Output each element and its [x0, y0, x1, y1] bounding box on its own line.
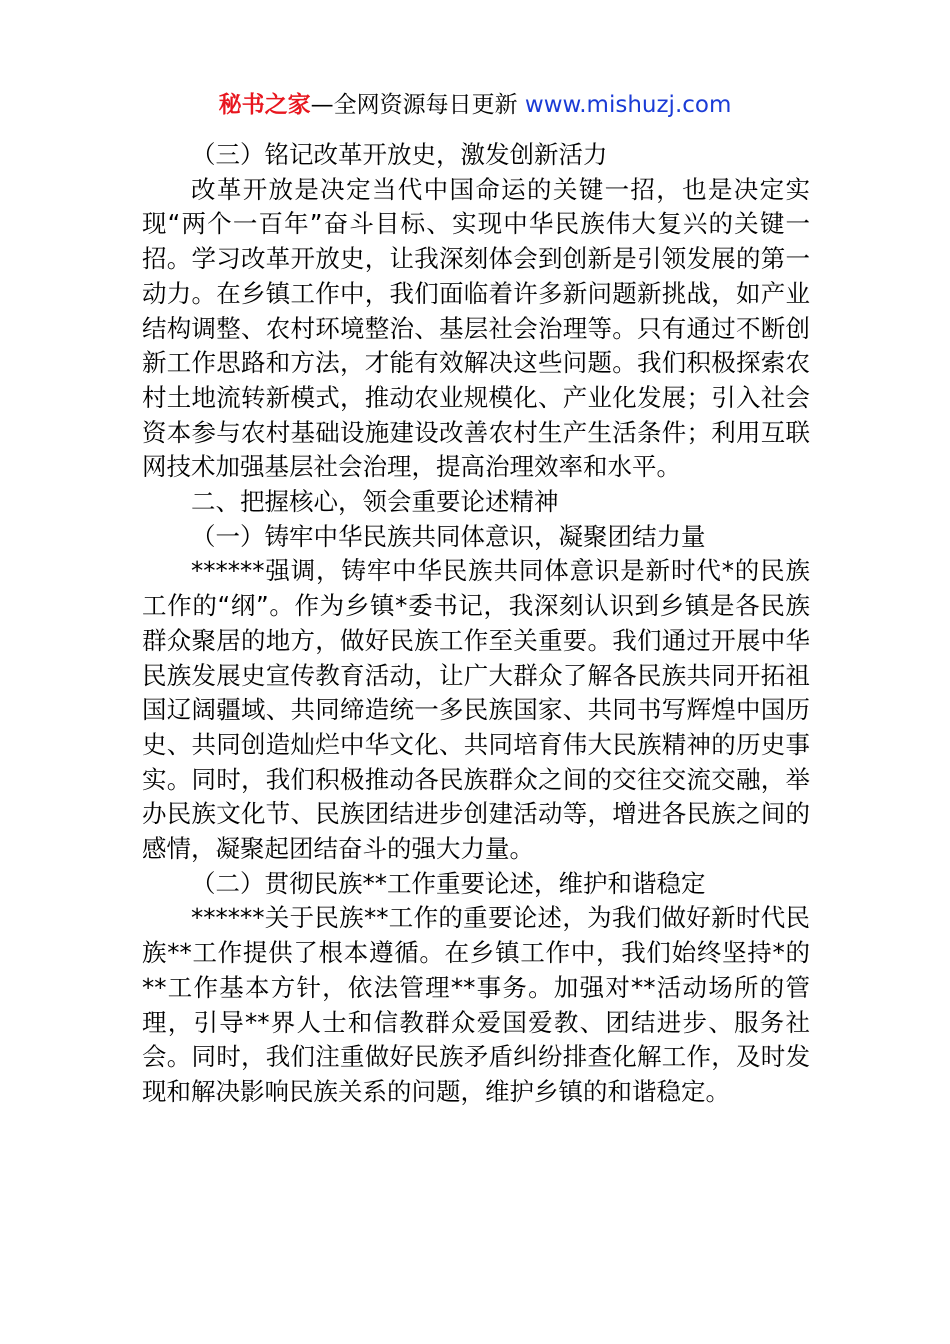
section-heading-core: 二、把握核心，领会重要论述精神 — [191, 487, 559, 517]
subsection-heading-reform: （三）铭记改革开放史，激发创新活力 — [191, 140, 608, 169]
page-header — [0, 88, 950, 122]
document-body — [142, 138, 810, 1110]
paragraph-stability: ******关于民族**工作的重要论述，为我们做好新时代民族**工作提供了根本遵循。在乡镇工作中，我们始终坚持*的**工作基本方针，依法管理**事务。加强对**活动场所的管理，引导**界人士和信教群众爱国爱教、团结进步、服务社会。同时，我们注重做好民族矛盾纠纷排查化解工作，及时发现和解决影响民族关系的问题，维护乡镇的和谐稳定。 — [142, 903, 810, 1106]
header-tagline: —全网资源每日更新 — [310, 92, 518, 118]
paragraph-unity: ******强调，铸牢中华民族共同体意识是新时代*的民族工作的“纲”。作为乡镇*委书记，我深刻认识到乡镇是各民族群众聚居的地方，做好民族工作至关重要。我们通过开展中华民族发展史宣传教育活动，让广大群众了解各民族共同开拓祖国辽阔疆域、共同缔造统一多民族国家、共同书写辉煌中国历史、共同创造灿烂中华文化、共同培育伟大民族精神的历史事实。同时，我们积极推动各民族群众之间的交往交流交融，举办民族文化节、民族团结进步创建活动等，增进各民族之间的感情，凝聚起团结奋斗的强大力量。 — [142, 556, 810, 864]
subsection-heading-unity: （一）铸牢中华民族共同体意识，凝聚团结力量 — [191, 521, 706, 551]
paragraph-reform: 改革开放是决定当代中国命运的关键一招，也是决定实现“两个一百年”奋斗目标、实现中华民族伟大复兴的关键一招。学习改革开放史，让我深刻体会到创新是引领发展的第一动力。在乡镇工作中，我们面临着许多新问题新挑战，如产业结构调整、农村环境整治、基层社会治理等。只有通过不断创新工作思路和方法，才能有效解决这些问题。我们积极探索农村土地流转新模式，推动农业规模化、产业化发展；引入社会资本参与农村基础设施建设改善农村生产生活条件；利用互联网技术加强基层社会治理，提高治理效率和水平。 — [142, 174, 810, 482]
website-link[interactable]: www.mishuzj.com — [524, 92, 732, 118]
subsection-heading-stability: （二）贯彻民族**工作重要论述，维护和谐稳定 — [191, 868, 706, 898]
brand-name: 秘书之家 — [218, 92, 311, 118]
